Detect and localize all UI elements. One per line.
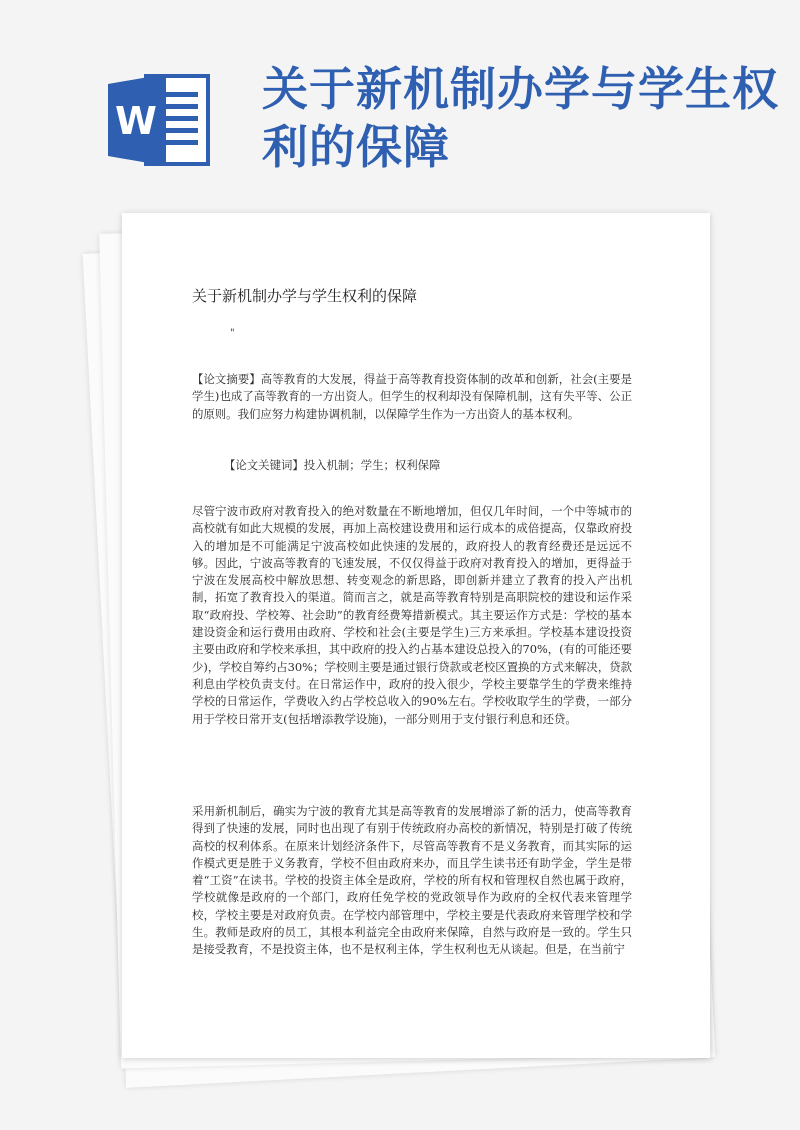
body-paragraph: 尽管宁波市政府对教育投入的绝对数量在不断地增加，但仅几年时间，一个中等城市的高校就有如此大规模的发展，再加上高校建设费用和运行成本的成倍提高，仅靠政府投入的增加是不可能满足宁波高校如此快速的发展的，政府投人的教育经费还是远远不够。因此，宁波高等教育的飞速发展，不仅仅得益于政府对教育投入的增加，更得益于宁波在发展高校中解放思想、转变观念的新思路，即创新并建立了教育的投入产出机制，拓宽了教育投入的渠道。简而言之，就是高等教育特别是高职院校的建设和运作采取“政府投、学校筹、社会助”的教育经费筹措新模式。其主要运作方式是：学校的基本建设资金和运行费用由政府、学校和社会(主要是学生)三方来承担。学校基本建设投资主要由政府和学校来承担，其中政府的投入约占基本建设总投入的70%，(有的可能还要少)，学校自筹约占30%；学校则主要是通过银行贷款或老校区置换的方式来解决，贷款利息由学校负责支付。在日常运作中，政府的投入很少，学校主要靠学生的学费来维持学校的日常运作，学费收入约占学校总收入的90%左右。学校收取学生的学费，一部分用于学校日常开支(包括增添教学设施)，一部分则用于支付银行利息和还贷。 [192, 504, 632, 726]
document-page [122, 213, 710, 1058]
body-paragraph: 采用新机制后，确实为宁波的教育尤其是高等教育的发展增添了新的活力，使高等教育得到了快速的发展，同时也出现了有别于传统政府办高校的新情况，特别是打破了传统高校的权利体系。在原来计划经济条件下，尽管高等教育不是义务教育，而其实际的运作模式更是胜于义务教育，学校不但由政府来办，而且学生读书还有助学金，学生是带着“工资”在读书。学校的投资主体全是政府，学校的所有权和管理权自然也属于政府，学校就像是政府的一个部门，政府任免学校的党政领导作为政府的全权代表来管理学校，学校主要是对政府负责。在学校内部管理中，学校主要是代表政府来管理学校和学生。教师是政府的员工，其根本利益完全由政府来保障，自然与政府是一致的。学生只是接受教育，不是投资主体，也不是权利主体，学生权利也无从谈起。但是，在当前宁 [192, 804, 632, 957]
document-title: 关于新机制办学与学生权利的保障 [192, 287, 418, 305]
quote-mark: " [230, 328, 235, 339]
banner-title: 关于新机制办学与学生权利的保障 [262, 62, 779, 174]
abstract-paragraph: 【论文摘要】高等教育的大发展，得益于高等教育投资体制的改革和创新，社会(主要是学生)也成了高等教育的一方出资人。但学生的权利却没有保障机制，这有失平等、公正的原则。我们应努力构建协调机制，以保障学生作为一方出资人的基本权利。 [192, 372, 632, 421]
svg-text:W: W [115, 99, 157, 143]
banner-header [0, 0, 800, 200]
word-document-icon [108, 70, 213, 170]
keywords-paragraph: 【论文关键词】投入机制；学生；权利保障 [224, 458, 441, 472]
